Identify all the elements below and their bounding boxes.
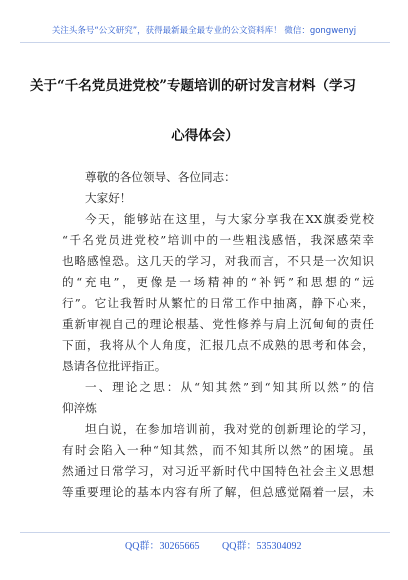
greeting: 大家好！ — [85, 191, 132, 205]
paragraph-line: 坦白说，在参加培训前，我对党的创新理论的学习， — [85, 422, 374, 436]
footer-divider — [20, 532, 390, 533]
paragraph-2 — [62, 419, 374, 503]
paragraph-line: 有时会陷入一种“知其然，而不知其所以然”的困境。虽 — [62, 443, 374, 457]
section-heading — [62, 377, 374, 419]
paragraph-line: 的“充电”，更像是一场精神的“补钙”和思想的“远 — [62, 275, 374, 289]
section-heading-line: 一、理论之思：从“知其然”到“知其所以然”的信 — [85, 380, 374, 394]
paragraph-line: 重新审视自己的理论根基、党性修养与肩上沉甸甸的责任 — [62, 317, 374, 331]
salutation: 尊敬的各位领导、各位同志： — [85, 170, 236, 184]
paragraph-line: 然通过日常学习，对习近平新时代中国特色社会主义思想 — [62, 464, 374, 478]
paragraph-line: 等重要理论的基本内容有所了解，但总感觉隔着一层，未 — [62, 485, 374, 499]
paragraph-1 — [62, 209, 374, 377]
paragraph-line: “千名党员进党校”培训中的一些粗浅感悟，我深感荣幸 — [62, 233, 374, 247]
paragraph-line: 下面，我将从个人角度，汇报几点不成熟的思考和体会， — [62, 338, 374, 352]
header-divider — [20, 42, 390, 43]
document-title-line-2: 心得体会） — [171, 128, 239, 144]
section-heading-line: 仰淬炼 — [62, 401, 97, 415]
paragraph-line: 今天，能够站在这里，与大家分享我在XX旗委党校 — [85, 212, 374, 226]
footer-qq-group-1[interactable]: QQ群：30265665 — [125, 541, 200, 552]
paragraph-line: 也略感惶恐。这几天的学习，对我而言，不只是一次知识 — [62, 254, 374, 268]
header-banner[interactable]: 关注头条号“公文研究”，获得最新最全最专业的公文资料库！ 微信：gongwenyj — [51, 26, 357, 36]
salutation-block — [62, 167, 374, 209]
footer-qq-group-2[interactable]: QQ群：535304092 — [222, 541, 302, 552]
paragraph-line: 行”。它让我暂时从繁忙的日常工作中抽离，静下心来， — [62, 296, 374, 310]
document-title-line-1: 关于“千名党员进党校”专题培训的研讨发言材料（学习 — [30, 78, 357, 94]
paragraph-line: 恳请各位批评指正。 — [62, 359, 167, 373]
